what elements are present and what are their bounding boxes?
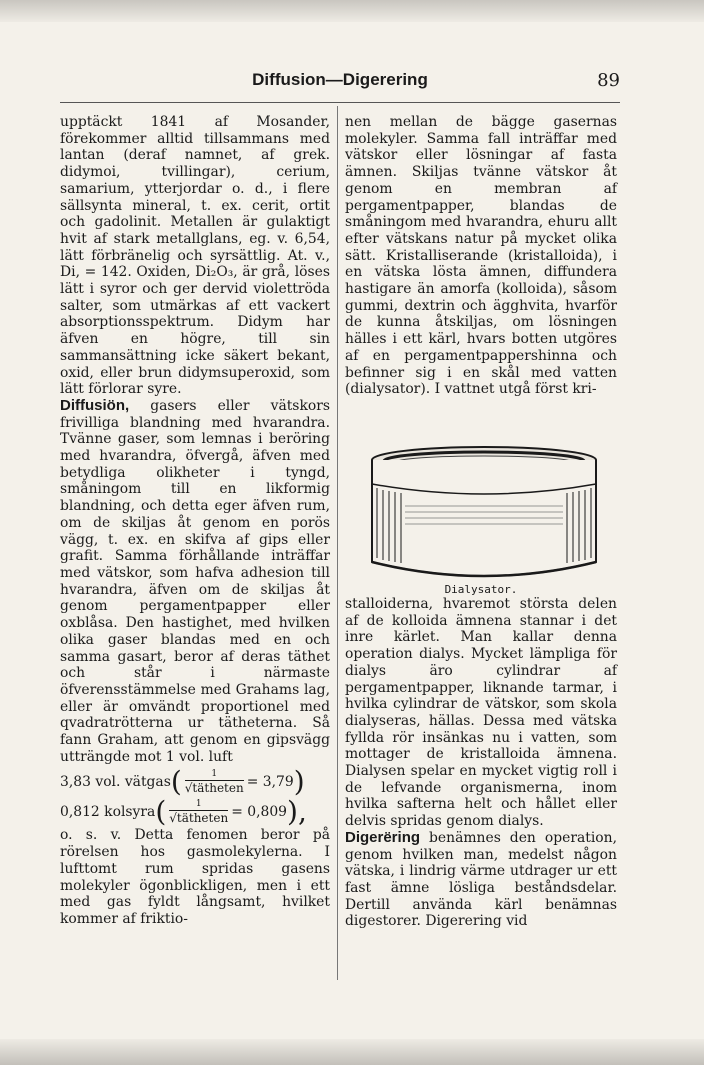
scan-top-edge [0, 0, 704, 22]
figure-caption: Dialysator. [444, 583, 518, 596]
formula-carbonic-acid: 0,812 kolsyra ( $\frac{1}{\text{√tätheten}}$ = 0,809 ), [60, 795, 307, 829]
right-column-top [345, 114, 617, 398]
right-column-bottom [345, 596, 617, 930]
digerering-text: benämnes den operation, genom hvilken man, medelst någon vätska, i lindrig värme utdrager ur ett fast ämne lösliga beståndsdelar. Dertill använda kärl benämnas digestorer. Digerering vid [345, 829, 618, 930]
page-title: Diffusion—Digerering [252, 70, 428, 89]
running-header [60, 70, 620, 96]
fraction: $\frac{1}{\text{√tätheten}}$ [169, 799, 229, 826]
formula-hydrogen: 3,83 vol. vätgas ( $\frac{1}{\text{√tätheten}}$ = 3,79 ) [60, 765, 305, 799]
left-column [60, 114, 330, 928]
diffusion-continuation: o. s. v. Detta fenomen beror på rörelsen hos gasmolekylerna. I lufttomt rum spridas gasens molekyler ögonblickligen, men i ett med gas fyldt långsamt, hvilket kommer af friktio- [60, 827, 330, 927]
diffusion-text: gasers eller vätskors frivilliga blandning med hvarandra. Tvänne gaser, som lemnas i beröring med hvarandra, öfvergå, äfven med betydliga olikheter i tyngd, småningom till en likformig blandning, och detta eger äfven rum, om de skiljas åt genom en porös vägg, t. ex. en skifva af gips eller grafit. Samma förhållande inträffar med vätskor, som hafva adhesion till hvarandra, äfven om de skiljas åt genom pergamentpapper eller oxblåsa. Den hastighet, med hvilken olika gaser blandas med en och samma gasart, beror af deras täthet och står i närmaste öfverensstämmelse med Grahams lag, eller är omvändt proportionel med qvadratrötterna ur tätheterna. Så fann Graham, att genom en gipsvägg utträngde mot 1 vol. luft [60, 397, 330, 765]
column-divider [337, 106, 338, 980]
scan-bottom-edge [0, 1039, 704, 1065]
header-rule [60, 102, 620, 103]
headword-digerering: Digerëring [345, 828, 421, 846]
digerering-entry [345, 830, 617, 930]
page-number: 89 [597, 70, 620, 91]
didym-paragraph: upptäckt 1841 af Mosander, förekommer alltid tillsammans med lantan (deraf namnet, af grek. didymoi, tvillingar), cerium, samarium, ytterjordar o. d., i flere sällsynta mineral, t. ex. cerit, ortit och gadolinit. Metallen är gulaktigt hvit af stark metallglans, eg. v. 6,54, lätt förbränelig och syrsättlig. At. v., Di, = 142. Oxiden, Di₂O₃, är grå, löses lätt i syror och ger dervid violettröda salter, som utmärkas af ett vackert absorptionsspektrum. Didym har äfven en högre, till sin sammansättning icke säkert bekant, oxid, eller brun didymsuperoxid, som lätt förlorar syre. [60, 114, 330, 398]
dialysis-paragraph: nen mellan de bägge gasernas molekyler. Samma fall inträffar med vätskor eller lösningar af fasta ämnen. Skiljas tvänne vätskor åt genom en membran af pergamentpapper, blandas de småningom med hvarandra, ehuru allt efter vätskans natur på mycket olika sätt. Kristalliserande (kristalloida), i en vätska lösta ämnen, diffundera hastigare än amorfa (kolloida), såsom gummi, dextrin och ägghvita, hvarför de kunna åtskiljas, om lösningen hälles i ett kärl, hvars botten utgöres af en pergamentpappershinna och befinner sig i en skål med vatten (dialysator). I vattnet utgå först kri- [345, 114, 617, 398]
diffusion-entry [60, 398, 330, 765]
headword-diffusion: Diffusiön, [60, 396, 130, 414]
dialysator-illustration [365, 444, 603, 580]
fraction: $\frac{1}{\text{√tätheten}}$ [184, 769, 244, 796]
graham-formulas [60, 767, 330, 827]
dialysis-continuation: stalloiderna, hvaremot största delen af de kolloida ämnena stannar i det inre kärlet. Man kallar denna operation dialys. Mycket lämpliga för dialys äro cylindrar af pergamentpapper, liknande tarmar, i hvilka cylindrar de vätskor, som skola dialyseras, hällas. Dessa med vätska fyllda rör insänkas nu i vatten, som mottager de kristalloida ämnena. Dialysen spelar en mycket vigtig roll i de lefvande organismerna, inom hvilka safterna helt och hållet eller delvis spridas genom dialys. [345, 596, 617, 830]
